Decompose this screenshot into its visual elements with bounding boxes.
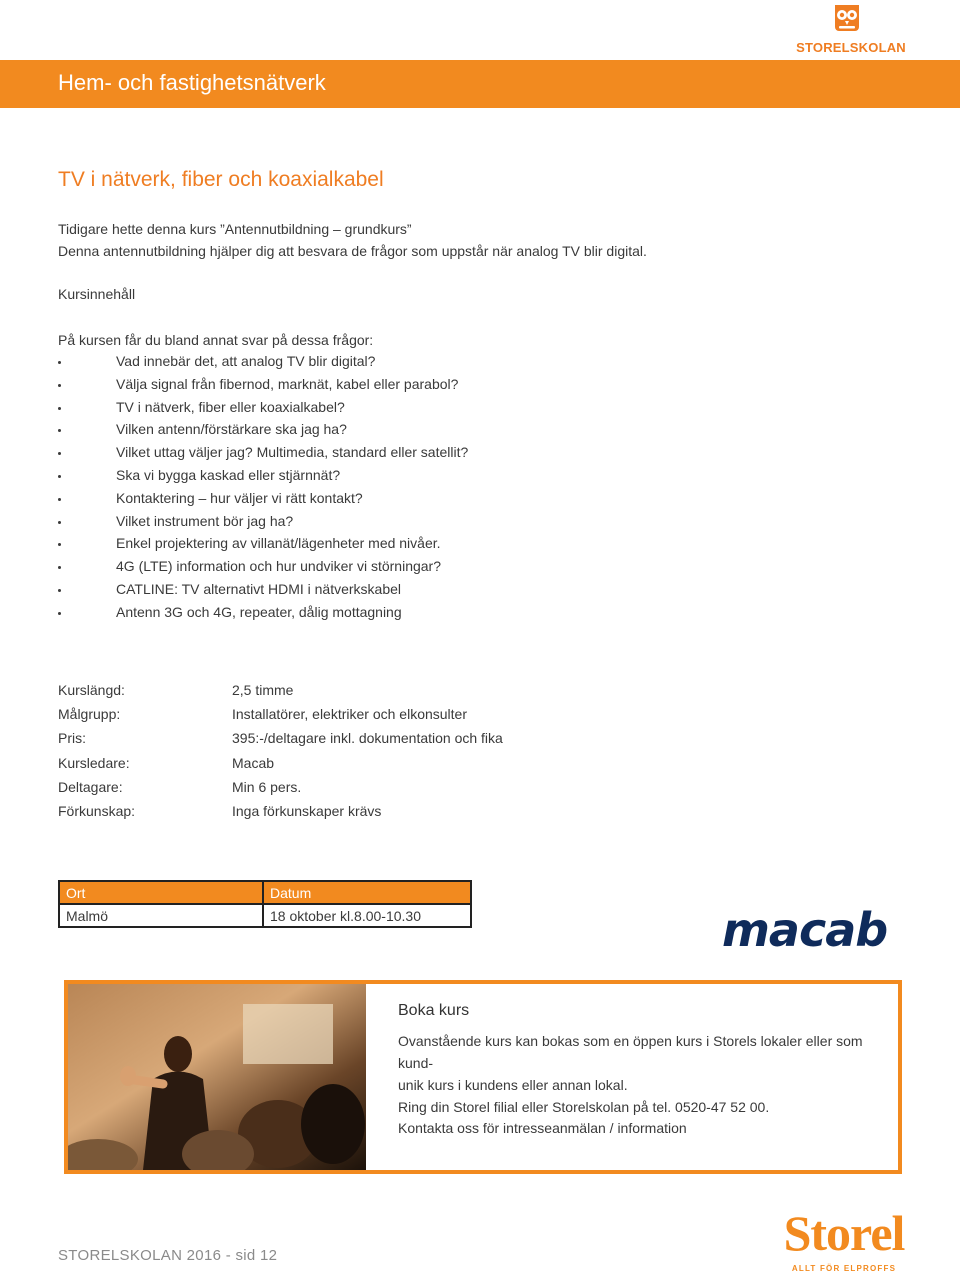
booking-line: unik kurs i kundens eller annan lokal. (398, 1077, 628, 1093)
schedule-table (58, 880, 472, 928)
fact-label: Kurslängd: (58, 682, 125, 698)
bullet-item: Vilken antenn/förstärkare ska jag ha? (58, 418, 468, 441)
storel-wordmark: Storel (783, 1205, 905, 1261)
storel-logo (782, 1205, 906, 1274)
schedule-header-row (59, 881, 471, 904)
bullet-item: Ska vi bygga kaskad eller stjärnnät? (58, 464, 468, 487)
course-bullet-list (58, 350, 468, 624)
fact-label: Pris: (58, 730, 86, 747)
macab-logo (722, 902, 890, 952)
course-title: TV i nätverk, fiber och koaxialkabel (58, 168, 384, 191)
schedule-cell-ort: Malmö (59, 904, 263, 927)
storelskolan-logo (796, 2, 906, 58)
intro-line: Denna antennutbildning hjälper dig att besvara de frågor som uppstår när analog TV blir digital. (58, 243, 647, 259)
booking-body (398, 1030, 888, 1118)
booking-box (64, 980, 902, 1174)
schedule-header-ort: Ort (59, 881, 263, 904)
bullet-item: TV i nätverk, fiber eller koaxialkabel? (58, 396, 468, 419)
bullet-item: Vilket instrument bör jag ha? (58, 510, 468, 533)
fact-value: 395:-/deltagare inkl. dokumentation och fika (232, 730, 503, 747)
bullet-lead: På kursen får du bland annat svar på dessa frågor: (58, 332, 374, 348)
fact-value: 2,5 timme (232, 682, 294, 698)
bullet-item: 4G (LTE) information och hur undviker vi störningar? (58, 555, 468, 578)
bullet-item: CATLINE: TV alternativt HDMI i nätverkskabel (58, 578, 468, 601)
owl-icon (832, 2, 862, 36)
fact-label: Deltagare: (58, 778, 123, 795)
course-facts (58, 678, 578, 823)
classroom-photo-illustration (68, 984, 366, 1170)
storelskolan-wordmark: STORELSKOLAN (796, 40, 906, 55)
bullet-item: Välja signal från fibernod, marknät, kabel eller parabol? (58, 373, 468, 396)
course-intro (58, 218, 647, 262)
page-title: Hem- och fastighetsnätverk (58, 70, 326, 95)
booking-line: Ring din Storel filial eller Storelskolan på tel. 0520-47 52 00. (398, 1099, 770, 1115)
fact-label: Förkunskap: (58, 802, 136, 819)
schedule-row (59, 904, 471, 927)
schedule-cell-datum: 18 oktober kl.8.00-10.30 (263, 904, 471, 927)
fact-label: Målgrupp: (58, 706, 121, 723)
fact-label: Kursledare: (58, 754, 130, 771)
booking-line: Ovanstående kurs kan bokas som en öppen kurs i Storels lokaler eller som kund- (398, 1033, 863, 1071)
contact-link[interactable]: Kontakta oss för intresseanmälan / information (398, 1120, 687, 1136)
fact-value: Installatörer, elektriker och elkonsulter (232, 706, 467, 723)
bullet-item: Vilket uttag väljer jag? Multimedia, standard eller satellit? (58, 441, 468, 464)
storel-tagline: ALLT FÖR ELPROFFS (791, 1264, 897, 1273)
bullet-item: Antenn 3G och 4G, repeater, dålig mottagning (58, 601, 468, 624)
fact-value: Min 6 pers. (232, 778, 302, 795)
fact-row (58, 751, 578, 775)
schedule-header-datum: Datum (263, 881, 471, 904)
header-bar (0, 60, 960, 108)
svg-text:macab: macab (722, 903, 888, 952)
bullet-item: Vad innebär det, att analog TV blir digital? (58, 350, 468, 373)
fact-row (58, 726, 578, 750)
page-footer: STORELSKOLAN 2016 - sid 12 (58, 1247, 278, 1264)
bullet-item: Kontaktering – hur väljer vi rätt kontakt? (58, 487, 468, 510)
classroom-photo (68, 984, 366, 1170)
bullet-item: Enkel projektering av villanät/lägenheter med nivåer. (58, 532, 468, 555)
fact-row (58, 678, 578, 702)
fact-row (58, 702, 578, 726)
fact-value: Inga förkunskaper krävs (232, 802, 382, 819)
booking-title: Boka kurs (398, 1002, 470, 1019)
fact-value: Macab (232, 754, 275, 771)
fact-row (58, 799, 578, 823)
intro-line: Tidigare hette denna kurs ”Antennutbildning – grundkurs” (58, 221, 412, 237)
section-label: Kursinnehåll (58, 286, 136, 302)
fact-row (58, 775, 578, 799)
